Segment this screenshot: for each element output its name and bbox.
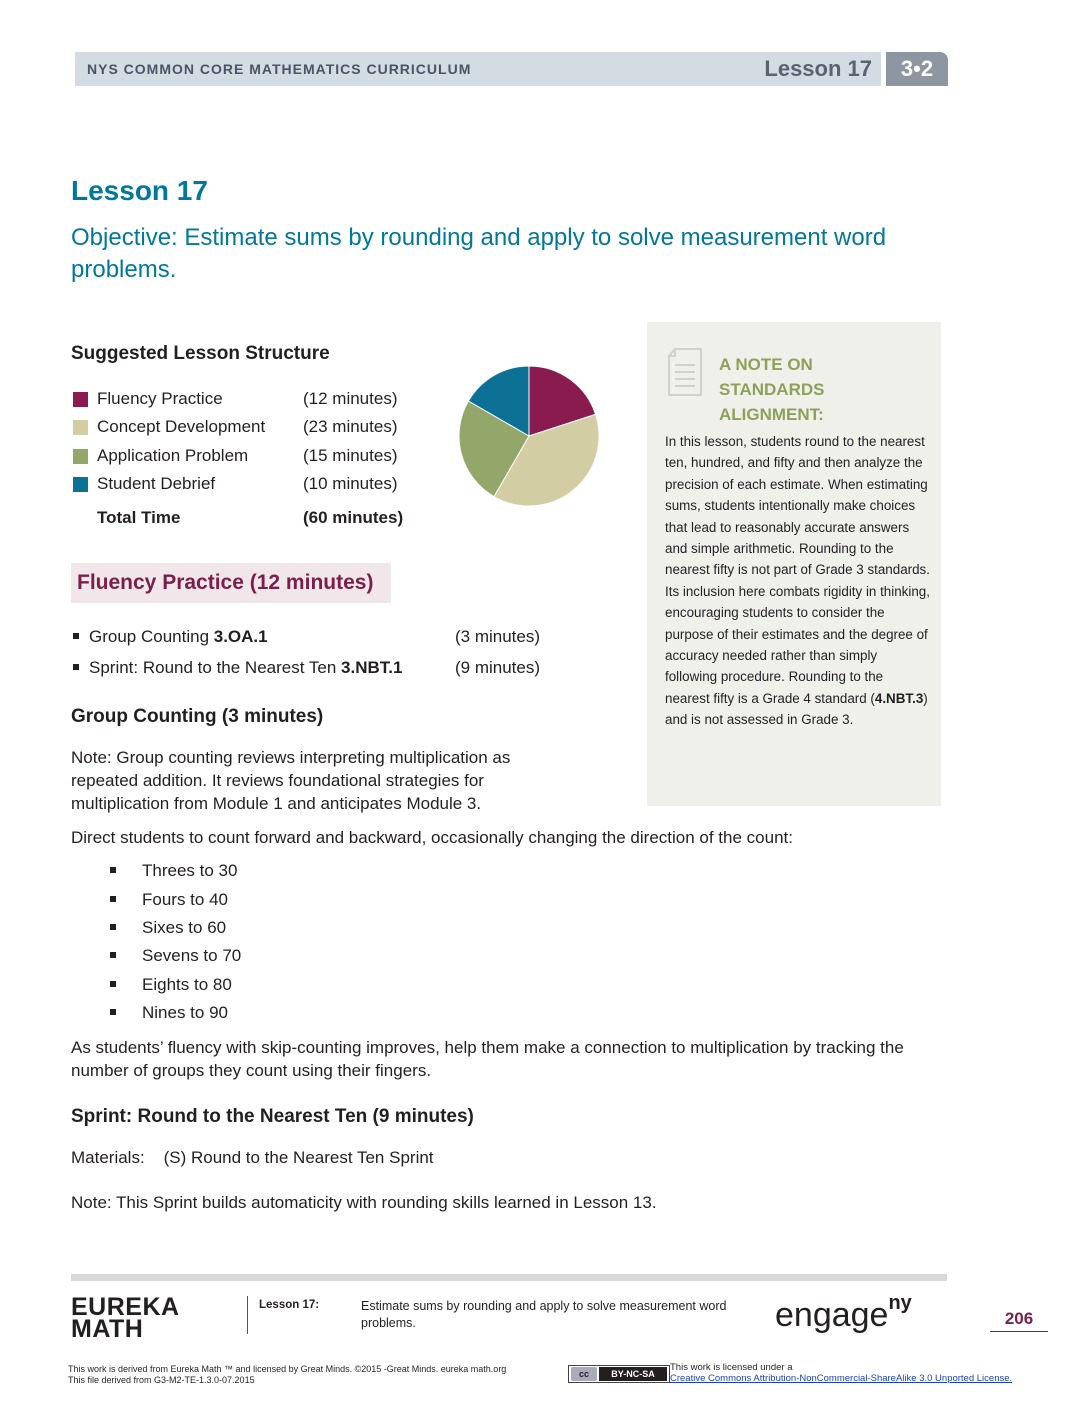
license-text: [670, 1362, 1012, 1384]
logo-line: MATH: [71, 1315, 144, 1343]
list-item-text: Sevens to 70: [142, 946, 242, 965]
group-counting-heading: Group Counting (3 minutes): [71, 706, 324, 727]
module-badge: 3•2: [886, 52, 948, 86]
structure-name: Concept Development: [97, 417, 266, 436]
structure-time: (10 minutes): [303, 474, 398, 493]
list-item-text: Nines to 90: [142, 1003, 228, 1022]
eureka-math-logo: [71, 1293, 180, 1343]
structure-name: Student Debrief: [97, 474, 216, 493]
list-item-text: Sixes to 60: [142, 918, 227, 937]
credit-line: This file derived from G3-M2-TE-1.3.0-07.2015: [68, 1375, 255, 1385]
swatch: [73, 477, 88, 492]
engageny-logo: [775, 1292, 912, 1335]
swatch: [73, 449, 88, 464]
standards-note-title: A NOTE ON STANDARDS ALIGNMENT:: [719, 355, 825, 424]
total-label: Total Time: [97, 508, 181, 527]
license-line: This work is licensed under a: [670, 1362, 793, 1373]
credit-line: This work is derived from Eureka Math ™ and licensed by Great Minds. ©2015 -Great Minds. eureka math.org: [68, 1364, 507, 1374]
cc-license-badge[interactable]: [568, 1365, 670, 1383]
license-link[interactable]: Creative Commons Attribution-NonCommercial-ShareAlike 3.0 Unported License.: [670, 1373, 1013, 1384]
bullet: [73, 633, 79, 639]
note-standard: 4.NBT.3: [874, 690, 924, 706]
swatch: [73, 392, 88, 407]
cc-icon: cc: [571, 1367, 597, 1381]
group-counting-after: As students’ fluency with skip-counting improves, help them make a connection to multiplication by tracking the number of groups they count using their fingers.: [71, 1038, 904, 1080]
standards-note-text: [665, 431, 931, 731]
note-text-part: ) and is not assessed in Grade 3.: [665, 690, 928, 728]
sprint-heading: Sprint: Round to the Nearest Ten (9 minutes): [71, 1106, 474, 1127]
structure-name: Application Problem: [97, 446, 249, 465]
footer-rule: [71, 1274, 947, 1281]
logo-text: engage: [775, 1296, 889, 1334]
fluency-item-text: Group Counting: [89, 627, 214, 646]
fluency-item-text: Sprint: Round to the Nearest Ten: [89, 658, 342, 677]
fluency-item-standard: 3.OA.1: [213, 627, 268, 646]
curriculum-label: NYS COMMON CORE MATHEMATICS CURRICULUM: [87, 61, 472, 77]
page-title: Lesson 17: [71, 175, 208, 206]
structure-time: (12 minutes): [303, 389, 398, 408]
structure-time: (15 minutes): [303, 446, 398, 465]
note-document-icon: [667, 348, 703, 396]
note-text-part: In this lesson, students round to the nearest ten, hundred, and fifty and then analyze the precision of each estimate. When estimating sums, students intentionally make choices that lead to reasonably accurate answers and simple arithmetic. Rounding to the nearest fifty is not part of Grade 3 standards. Its inclusion here combats rigidity in thinking, encouraging students to consider the purpose of their estimates and the degree of accuracy needed rather than simply following procedure. Rounding to the nearest fifty is a Grade 4 standard (: [665, 434, 930, 706]
sprint-materials: Materials: (S) Round to the Nearest Ten Sprint: [71, 1148, 434, 1167]
structure-heading: Suggested Lesson Structure: [71, 343, 330, 364]
footer-objective: Estimate sums by rounding and apply to solve measurement word problems.: [361, 1299, 727, 1330]
objective: Objective: Estimate sums by rounding and apply to solve measurement word problems.: [71, 224, 887, 283]
structure-time: (23 minutes): [303, 417, 398, 436]
page-number-rule: [990, 1331, 1048, 1332]
list-item-text: Threes to 30: [142, 861, 238, 880]
total-time: (60 minutes): [303, 508, 404, 527]
fluency-heading: Fluency Practice (12 minutes): [77, 571, 374, 594]
fluency-item-time: (3 minutes): [455, 627, 541, 646]
lesson-pie-chart: [456, 363, 602, 509]
footer-lesson: Lesson 17:: [259, 1299, 320, 1311]
credits: [68, 1364, 506, 1386]
footer-divider: [247, 1296, 248, 1334]
cc-terms: BY-NC-SA: [599, 1367, 667, 1381]
fluency-item-time: (9 minutes): [455, 658, 541, 677]
group-counting-direction: Direct students to count forward and backward, occasionally changing the direction of the count:: [71, 828, 793, 847]
list-item-text: Eights to 80: [142, 975, 232, 994]
swatch: [73, 420, 88, 435]
logo-sup: ny: [888, 1292, 912, 1314]
bullet: [73, 664, 79, 670]
group-counting-note: Note: Group counting reviews interpreting multiplication as repeated addition. It reviews foundational strategies for multiplication from Module 1 and anticipates Module 3.: [71, 748, 511, 813]
header-lesson: Lesson 17: [764, 56, 872, 81]
sprint-note: Note: This Sprint builds automaticity with rounding skills learned in Lesson 13.: [71, 1193, 657, 1212]
logo-line: EUREKA: [71, 1293, 180, 1321]
list-item-text: Fours to 40: [142, 890, 228, 909]
fluency-item-standard: 3.NBT.1: [341, 658, 403, 677]
structure-name: Fluency Practice: [97, 389, 223, 408]
page-number: 206: [1004, 1309, 1034, 1328]
